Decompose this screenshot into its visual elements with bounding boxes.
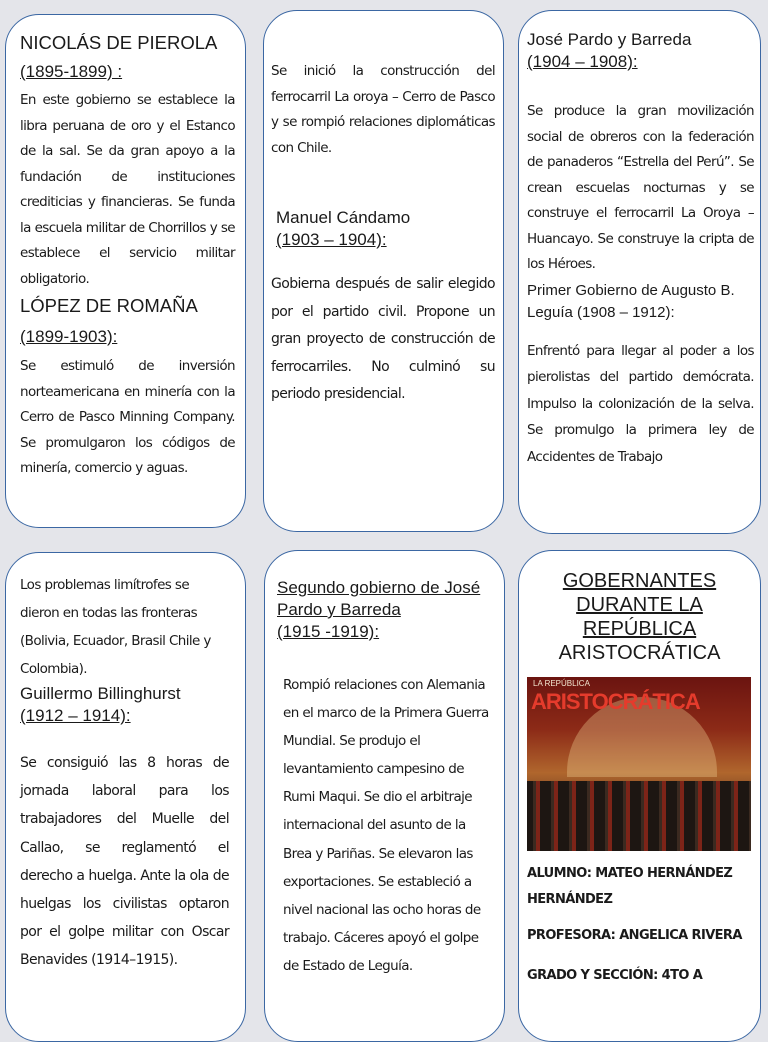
period-candamo: (1903 – 1904):	[276, 230, 387, 249]
painting-crowd	[527, 781, 751, 851]
cover-image-big-text: ARISTOCRÁTICA	[531, 689, 700, 714]
heading-romana: LÓPEZ DE ROMAÑA	[20, 295, 198, 316]
panel-pardo-segundo	[264, 550, 505, 1042]
panel-cover	[518, 550, 761, 1042]
heading-pardo-segundo: Segundo gobierno de José Pardo y Barreda	[277, 578, 481, 619]
teacher-name: PROFESORA: ANGELICA RIVERA	[527, 928, 742, 943]
text-ferrocarril: Se inició la construcción del ferrocarril La oroya – Cerro de Pasco y se rompió relaciones diplomáticas con Chile.	[271, 63, 495, 156]
period-billinghurst: (1912 – 1914):	[20, 706, 131, 725]
period-pierola: (1895-1899) :	[20, 62, 123, 81]
text-romana: Se estimuló de inversión norteamericana en minería con la Cerro de Pasco Minning Company. Se promulgaron los códigos de minería, comercio y aguas.	[20, 358, 235, 476]
period-romana: (1899-1903):	[20, 327, 118, 346]
cover-title-line4: ARISTOCRÁTICA	[558, 642, 721, 664]
period-pardo: (1904 – 1908):	[527, 52, 638, 71]
text-billinghurst: Se consiguió las 8 horas de jornada laboral para los trabajadores del Muelle del Callao, se reglamentó el derecho a huelga. Ante la ola de huelgas los civilistas optaron por el golpe militar con Oscar Benavides (1914–1915).	[20, 755, 229, 969]
text-leguia: Enfrentó para llegar al poder a los pierolistas del partido demócrata. Impulso la colonización de la selva. Se promulgo la primera ley de Accidentes de Trabajo	[527, 342, 754, 465]
panel-candamo	[263, 10, 504, 532]
heading-candamo: Manuel Cándamo	[276, 208, 411, 227]
heading-leguia: Primer Gobierno de Augusto B. Leguía (1908 – 1912):	[527, 281, 735, 321]
cover-title-line1: GOBERNANTES	[562, 570, 717, 592]
cover-title-line3: REPÚBLICA	[582, 618, 697, 640]
text-pardo: Se produce la gran movilización social de obreros con la federación de panaderos “Estrella del Perú”. Se crean escuelas nocturnas y se construye el ferrocarril La Oroya – Huancayo. Se construye la cripta de los Héroes.	[527, 103, 754, 272]
cover-painting-image	[527, 677, 751, 851]
heading-billinghurst: Guillermo Billinghurst	[20, 684, 181, 703]
text-limitrofes: Los problemas limítrofes se dieron en todas las fronteras (Bolivia, Ecuador, Brasil Chile y Colombia).	[20, 577, 211, 677]
text-pierola: En este gobierno se establece la libra peruana de oro y el Estanco de la sal. Se da gran apoyo a la fundación de instituciones crediticias y financieras. Se funda la escuela militar de Chorrillos y se establece el servicio militar obligatorio.	[20, 92, 235, 287]
heading-pardo: José Pardo y Barreda	[527, 30, 692, 49]
panel-pardo-leguia	[518, 10, 761, 534]
heading-pierola: NICOLÁS DE PIEROLA	[20, 32, 218, 53]
cover-title-line2: DURANTE LA	[576, 594, 703, 616]
cover-image-small-text: LA REPÚBLICA	[533, 679, 590, 688]
grade-section: GRADO Y SECCIÓN: 4TO A	[527, 968, 703, 983]
student-name: ALUMNO: MATEO HERNÁNDEZ HERNÁNDEZ	[527, 866, 733, 907]
panel-billinghurst	[5, 552, 246, 1042]
panel-pierola-romana	[5, 14, 246, 528]
period-pardo-segundo: (1915 -1919):	[277, 622, 380, 641]
text-candamo: Gobierna después de salir elegido por el partido civil. Propone un gran proyecto de construcción de ferrocarriles. No culminó su periodo presidencial.	[271, 276, 495, 402]
text-pardo-segundo: Rompió relaciones con Alemania en el marco de la Primera Guerra Mundial. Se produjo el levantamiento campesino de Rumi Maqui. Se dio el arbitraje internacional del asunto de la Brea y Pariñas. Se elevaron las exportaciones. Se estableció a nivel nacional las ocho horas de trabajo. Cáceres apoyó el golpe de Estado de Leguía.	[283, 677, 489, 974]
